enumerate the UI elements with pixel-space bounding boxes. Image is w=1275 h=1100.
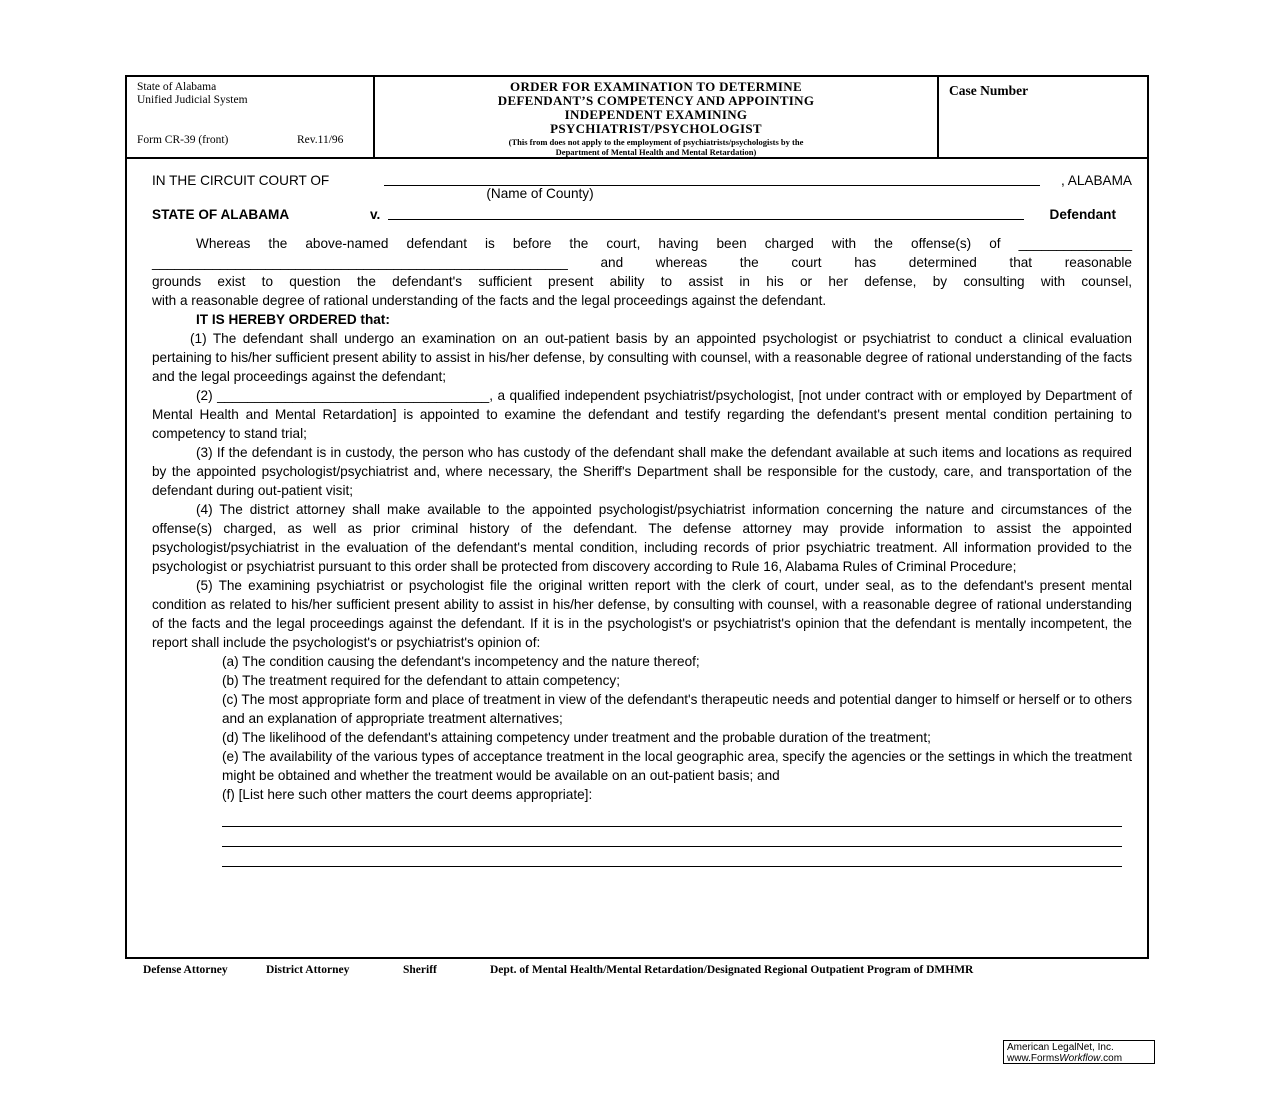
opinion-item-b: (b) The treatment required for the defendant to attain competency; bbox=[222, 673, 620, 688]
whereas-clause bbox=[152, 234, 1132, 310]
paragraph-2: (2) ____________________________________, a qualified independent psychiatrist/psychologist, [not under contract with or employed by Department of Mental Health and Mental Retardation] is appointed to examine the defendant and testify regarding the defendant's present mental condition pertaining to competency to stand trial; bbox=[152, 388, 1132, 441]
versus: v. bbox=[370, 207, 381, 222]
publisher-url-suffix: .com bbox=[1100, 1053, 1123, 1064]
form-body bbox=[152, 171, 1132, 868]
opinion-item-c: (c) The most appropriate form and place of treatment in view of the defendant's therapeutic needs and potential danger to himself or herself or to others and an explanation of appropriate treatment alternatives; bbox=[222, 692, 1132, 726]
form-revision: Rev.11/96 bbox=[297, 134, 344, 146]
judicial-system: Unified Judicial System bbox=[137, 94, 248, 106]
court-form bbox=[125, 75, 1149, 959]
plaintiff-name: STATE OF ALABAMA bbox=[152, 207, 290, 222]
whereas-line: _______________________________________________________ and whereas the court has determined that reasonable bbox=[152, 255, 1132, 270]
defendant-label: Defendant bbox=[1049, 207, 1116, 222]
form-title bbox=[375, 80, 937, 136]
other-matters-line[interactable] bbox=[222, 808, 1122, 827]
ordered-heading: IT IS HEREBY ORDERED that: bbox=[196, 312, 390, 327]
distribution-sheriff: Sheriff bbox=[403, 964, 437, 976]
form-title-cell bbox=[375, 77, 939, 157]
paragraph-3: (3) If the defendant is in custody, the person who has custody of the defendant shall make the defendant available at such items and locations as required by the appointed psychologist/psychiatrist and, where necessary, the Sheriff's Department shall be responsible for the custody, care, and transportation of the defendant during out-patient visit; bbox=[152, 445, 1132, 498]
title-line: ORDER FOR EXAMINATION TO DETERMINE bbox=[510, 79, 802, 94]
title-line: INDEPENDENT EXAMINING bbox=[564, 107, 748, 122]
distribution-district: District Attorney bbox=[266, 964, 350, 976]
title-note bbox=[375, 137, 937, 157]
opinion-items bbox=[152, 652, 1132, 804]
parties-line bbox=[152, 205, 1132, 224]
opinion-item-a: (a) The condition causing the defendant's incompetency and the nature thereof; bbox=[222, 654, 700, 669]
issuer-block bbox=[137, 81, 248, 107]
distribution-dmh: Dept. of Mental Health/Mental Retardation/Designated Regional Outpatient Program of DMHMR bbox=[490, 964, 974, 976]
defendant-field[interactable] bbox=[388, 219, 1024, 220]
publisher-name: American LegalNet, Inc. bbox=[1007, 1042, 1114, 1053]
court-prefix: IN THE CIRCUIT COURT OF bbox=[152, 173, 330, 188]
paragraph-1: (1) The defendant shall undergo an examination on an out-patient basis by an appointed psychologist or psychiatrist to conduct a clinical evaluation pertaining to his/her sufficient present ability to assist in his/her defense, by consulting with counsel, with a reasonable degree of rational understanding of the facts and the legal proceedings against the defendant; bbox=[152, 331, 1132, 384]
whereas-line: Whereas the above-named defendant is before the court, having been charged with the offense(s) of _______________ bbox=[196, 236, 1132, 251]
publisher-stamp bbox=[1003, 1040, 1155, 1064]
distribution-defense: Defense Attorney bbox=[143, 964, 228, 976]
form-number: Form CR-39 (front) bbox=[137, 134, 229, 146]
form-header bbox=[127, 77, 1147, 159]
whereas-line: with a reasonable degree of rational understanding of the facts and the legal proceedings against the defendant. bbox=[152, 293, 827, 308]
header-left-cell bbox=[127, 77, 375, 157]
opinion-item-e: (e) The availability of the various types of acceptance treatment in the local geographic area, specify the agencies or the settings in which the treatment might be obtained and whether the treatment would be available on an out-patient basis; and bbox=[222, 749, 1132, 783]
title-line: DEFENDANT’S COMPETENCY AND APPOINTING bbox=[497, 93, 815, 108]
opinion-item-f: (f) [List here such other matters the court deems appropriate]: bbox=[222, 787, 593, 802]
paragraph-4: (4) The district attorney shall make available to the appointed psychologist/psychiatrist information concerning the nature and circumstances of the offense(s) charged, as well as prior criminal history of the defendant. The defense attorney may provide information to assist the appointed psychologist/psychiatrist in the evaluation of the defendant's mental condition, including records of prior psychiatric treatment. All information provided to the psychologist or psychiatrist pursuant to this order shall be protected from discovery according to Rule 16, Alabama Rules of Criminal Procedure; bbox=[152, 502, 1132, 574]
court-suffix: , ALABAMA bbox=[1060, 173, 1132, 188]
state-name: State of Alabama bbox=[137, 81, 217, 93]
title-line: PSYCHIATRIST/PSYCHOLOGIST bbox=[550, 121, 762, 136]
other-matters-lines bbox=[152, 808, 1132, 867]
county-caption-row bbox=[152, 184, 1132, 203]
publisher-url-italic: Workflow bbox=[1059, 1053, 1101, 1064]
case-number-label: Case Number bbox=[949, 83, 1029, 98]
title-note-line: Department of Mental Health and Mental Retardation) bbox=[555, 147, 757, 157]
county-caption: (Name of County) bbox=[486, 186, 594, 201]
case-number-cell[interactable] bbox=[939, 77, 1147, 157]
whereas-line: grounds exist to question the defendant's sufficient present ability to assist in his or her defense, by consulting with counsel, bbox=[152, 274, 1132, 289]
other-matters-line[interactable] bbox=[222, 848, 1122, 867]
title-note-line: (This from does not apply to the employment of psychiatrists/psychologists by the bbox=[508, 137, 804, 147]
publisher-url-prefix: www.Forms bbox=[1007, 1053, 1060, 1064]
opinion-item-d: (d) The likelihood of the defendant's attaining competency under treatment and the probable duration of the treatment; bbox=[222, 730, 931, 745]
paragraph-5: (5) The examining psychiatrist or psychologist file the original written report with the clerk of court, under seal, as to the defendant's present mental condition as related to his/her sufficient present ability to assist in his/her defense, by consulting with counsel, with a reasonable degree of rational understanding of the facts and the legal proceedings against the defendant. If it is in the psychologist's or psychiatrist's opinion that the defendant is mentally incompetent, the report shall include the psychologist's or psychiatrist's opinion of: bbox=[152, 578, 1132, 650]
other-matters-line[interactable] bbox=[222, 828, 1122, 847]
publisher-url bbox=[1007, 1053, 1151, 1064]
